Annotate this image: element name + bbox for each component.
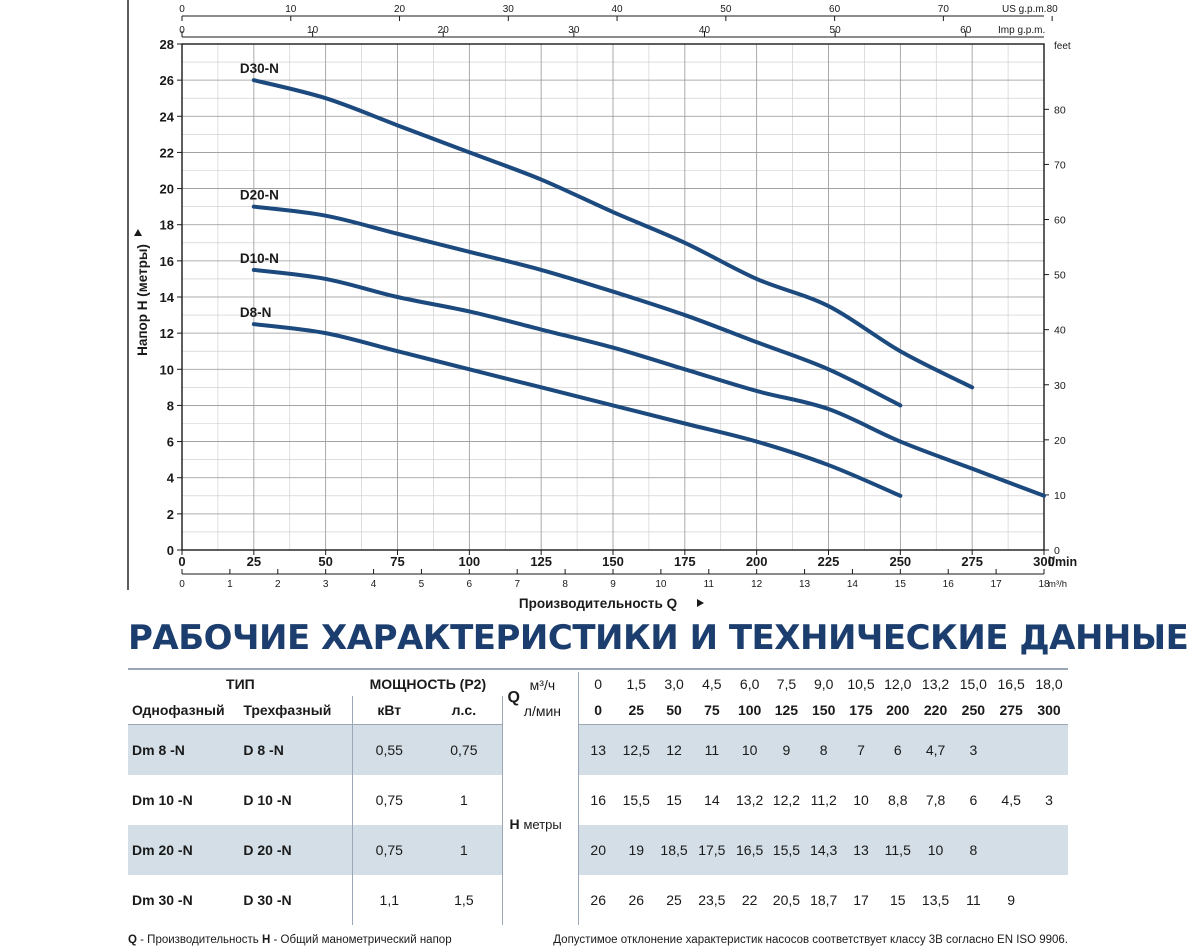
- power-hp: 1,5: [425, 875, 503, 925]
- x-tick-label: 150: [602, 554, 624, 569]
- m3h-tick-label: 16: [942, 579, 954, 590]
- head-value: 10: [853, 791, 869, 808]
- head-value: [992, 825, 1030, 875]
- head-value: [1030, 724, 1068, 775]
- h-symbol: H: [509, 816, 520, 833]
- y-tick-label: 22: [159, 145, 174, 161]
- head-value: 25: [666, 891, 682, 908]
- feet-tick-label: 60: [1054, 214, 1066, 227]
- head-value: 22: [741, 891, 758, 908]
- series-label: D20-N: [239, 187, 279, 203]
- head-value: 18,7: [810, 891, 838, 908]
- head-value: 12,5: [617, 724, 655, 775]
- series-label: D10-N: [239, 250, 279, 266]
- q-m3h-3: 4,5: [702, 675, 722, 692]
- series-label: D30-N: [239, 61, 279, 77]
- head-value: 13: [843, 825, 879, 875]
- head-value: 11,2: [810, 791, 837, 808]
- us-gpm-tick-label: 50: [720, 4, 732, 15]
- table-row: [128, 825, 1068, 875]
- head-value: 20,5: [772, 891, 801, 908]
- head-value: 8: [954, 825, 992, 875]
- head-value: 11: [966, 891, 981, 908]
- m3h-tick-label: 3: [322, 579, 329, 590]
- head-value: 11: [693, 724, 731, 775]
- q-m3h-2: 3,0: [664, 675, 684, 692]
- spec-rows: [128, 724, 1068, 925]
- head-value: 3: [1045, 791, 1053, 808]
- m3h-tick-label: 15: [894, 579, 906, 590]
- us-gpm-unit-label: US g.p.m.: [1002, 4, 1047, 15]
- x-tick-label: 200: [745, 554, 768, 569]
- q-lmin-1: 25: [617, 696, 655, 724]
- table-row: [128, 724, 1068, 775]
- head-value: 18,5: [655, 825, 693, 875]
- x-tick-label: 250: [889, 554, 912, 569]
- head-value: 8,8: [888, 791, 908, 808]
- power-kw: 1,1: [379, 891, 400, 908]
- x-tick-label: 0: [178, 554, 186, 569]
- q-lmin-4: 100: [731, 696, 769, 724]
- q-lmin-7: 175: [843, 696, 879, 724]
- section-divider: [128, 668, 1068, 670]
- q-lmin-2: 50: [655, 696, 693, 724]
- three-phase-model: D 8 -N: [239, 724, 352, 775]
- m3h-tick-label: 11: [703, 579, 714, 590]
- head-value: 3: [954, 724, 992, 775]
- head-value: 9: [1007, 891, 1016, 908]
- power-header: МОЩНОСТЬ (P2): [369, 675, 487, 692]
- q-lmin-12: 300: [1030, 696, 1068, 724]
- chart-curves: [240, 61, 1044, 496]
- x-tick-label: 300: [1033, 554, 1055, 569]
- q-header: [503, 672, 579, 724]
- m3h-tick-label: 9: [610, 579, 616, 590]
- three-phase-header: Трехфазный: [239, 696, 352, 724]
- us-gpm-tick-label: 10: [285, 4, 297, 15]
- q-lmin-0: 0: [579, 696, 618, 724]
- y-tick-label: 2: [166, 506, 174, 522]
- head-value: 17: [853, 891, 869, 908]
- head-value: 14,3: [804, 825, 843, 875]
- single-phase-model: Dm 10 -N: [132, 791, 193, 808]
- table-row: [128, 875, 1068, 925]
- head-value: 15,5: [622, 791, 650, 808]
- x-axis-title: Производительность Q: [518, 596, 678, 611]
- imp-gpm-tick-label: 60: [960, 25, 972, 36]
- three-phase-model: D 20 -N: [239, 825, 352, 875]
- footer-q-abbr: Q: [128, 934, 137, 946]
- m3h-tick-label: 6: [466, 579, 473, 590]
- m3h-tick-label: 1: [227, 579, 233, 590]
- head-value: 12: [655, 724, 693, 775]
- head-value: 6: [969, 791, 978, 808]
- m3h-tick-label: 0: [179, 579, 185, 590]
- x-tick-label: 25: [246, 554, 262, 569]
- imp-gpm-unit-label: Imp g.p.m.: [998, 25, 1046, 36]
- q-m3h-8: 12,0: [884, 675, 912, 692]
- q-m3h-1: 1,5: [626, 675, 646, 692]
- q-m3h-9: 13,2: [921, 675, 950, 692]
- m3h-tick-label: 4: [370, 579, 377, 590]
- hp-header: л.с.: [425, 696, 503, 724]
- m3h-tick-label: 12: [751, 579, 763, 590]
- q-lmin-9: 220: [917, 696, 955, 724]
- head-value: 20: [579, 825, 618, 875]
- y-tick-label: 10: [159, 362, 174, 378]
- us-gpm-tick-label: 40: [611, 4, 623, 15]
- single-phase-model: Dm 20 -N: [128, 825, 239, 875]
- head-value: 14: [704, 791, 720, 808]
- head-value: 26: [590, 891, 606, 908]
- q-m3h-5: 7,5: [776, 675, 797, 692]
- m3h-tick-label: 8: [562, 579, 568, 590]
- footer-h-desc: - Общий манометрический напор: [270, 934, 452, 946]
- feet-tick-label: 40: [1054, 324, 1066, 337]
- imp-gpm-tick-label: 50: [829, 25, 841, 36]
- q-m3h-0: 0: [594, 675, 603, 692]
- h-unit: метры: [523, 817, 562, 833]
- m3h-tick-label: 5: [418, 579, 425, 590]
- x-tick-label: 100: [458, 554, 481, 569]
- power-kw: 0,55: [353, 724, 426, 775]
- y-tick-label: 18: [159, 217, 174, 233]
- us-gpm-tick-label: 60: [829, 4, 841, 15]
- y-tick-label: 20: [159, 181, 174, 197]
- y-tick-label: 26: [159, 73, 174, 89]
- head-value: 23,5: [698, 891, 726, 908]
- head-value: 15: [889, 891, 906, 908]
- head-value: 4,7: [917, 724, 955, 775]
- power-kw: 0,75: [353, 825, 426, 875]
- head-value: 11,5: [879, 825, 917, 875]
- chart-axes: [128, 0, 1052, 590]
- q-m3h-6: 9,0: [813, 675, 834, 692]
- x-tick-label: 275: [961, 554, 984, 569]
- type-header: ТИП: [226, 675, 255, 692]
- y-axis-arrow-icon: [134, 229, 142, 236]
- q-lmin-3: 75: [693, 696, 731, 724]
- head-value: 8: [804, 724, 843, 775]
- feet-tick-label: 0: [1054, 545, 1060, 557]
- m3h-tick-label: 7: [514, 579, 521, 590]
- power-hp: 1: [425, 775, 503, 825]
- head-value: [1030, 875, 1068, 925]
- head-value: 15: [666, 791, 682, 808]
- y-tick-label: 14: [159, 290, 174, 305]
- y-tick-label: 0: [166, 543, 174, 558]
- kw-header: кВт: [353, 696, 426, 724]
- single-phase-header: Однофазный: [128, 696, 239, 724]
- feet-tick-label: 80: [1054, 104, 1066, 117]
- y-axis-title: Напор H (метры): [135, 244, 150, 356]
- head-value: 16: [590, 791, 606, 808]
- x-tick-label: 75: [390, 554, 405, 569]
- us-gpm-tick-label: 80: [1046, 4, 1058, 15]
- head-value: 4,5: [1001, 791, 1021, 808]
- feet-tick-label: 30: [1054, 379, 1066, 392]
- m3h-unit-label: m³/h: [1048, 579, 1067, 590]
- head-value: 16,5: [731, 825, 769, 875]
- head-value: 10: [731, 724, 769, 775]
- x-axis-arrow-icon: [697, 599, 704, 607]
- q-unit-m3h: м³/ч: [529, 677, 556, 693]
- us-gpm-tick-label: 0: [179, 4, 185, 15]
- head-value: 13,2: [736, 791, 764, 808]
- us-gpm-tick-label: 70: [937, 4, 949, 15]
- head-value: 6: [879, 724, 917, 775]
- q-m3h-4: 6,0: [739, 675, 760, 692]
- x-tick-label: 50: [318, 554, 333, 569]
- imp-gpm-tick-label: 40: [698, 25, 711, 36]
- head-value: 12,2: [772, 791, 801, 808]
- y-tick-label: 8: [166, 398, 174, 414]
- x-tick-label: 125: [530, 554, 553, 569]
- m3h-tick-label: 17: [990, 579, 1002, 590]
- footer-q-desc: - Производительность: [136, 934, 262, 946]
- feet-unit-label: feet: [1054, 41, 1071, 52]
- chart-grid-major: [182, 44, 1044, 550]
- single-phase-model: Dm 30 -N: [132, 891, 193, 908]
- us-gpm-tick-label: 20: [393, 4, 406, 15]
- y-tick-label: 12: [159, 326, 174, 342]
- head-value: 10: [917, 825, 955, 875]
- head-value: 13,5: [921, 891, 950, 908]
- table-row: [128, 775, 1068, 825]
- head-value: 7,8: [925, 791, 946, 808]
- series-label: D8-N: [239, 305, 272, 321]
- imp-gpm-tick-label: 30: [568, 25, 580, 36]
- y-tick-label: 16: [159, 253, 174, 269]
- y-tick-label: 6: [166, 434, 174, 450]
- section-title: РАБОЧИЕ ХАРАКТЕРИСТИКИ И ТЕХНИЧЕСКИЕ ДАННЫЕ: [128, 618, 1189, 658]
- q-unit-lmin: л/мин: [523, 703, 562, 719]
- footer-legend: [128, 934, 452, 946]
- q-lmin-10: 250: [954, 696, 992, 724]
- feet-tick-label: 70: [1054, 159, 1066, 172]
- feet-tick-label: 10: [1054, 489, 1066, 502]
- h-label-cell: [503, 724, 579, 925]
- footer-h-abbr: H: [262, 934, 271, 946]
- y-tick-label: 4: [166, 470, 174, 486]
- q-m3h-12: 18,0: [1035, 675, 1063, 692]
- footer-tolerance: Допустимое отклонение характеристик насосов соответствует классу 3B согласно EN ISO 9906.: [553, 934, 1068, 946]
- x-unit-label: l/min: [1048, 555, 1078, 569]
- q-m3h-7: 10,5: [847, 675, 875, 692]
- head-value: [992, 724, 1030, 775]
- single-phase-model: Dm 8 -N: [128, 724, 239, 775]
- power-kw: 0,75: [375, 791, 403, 808]
- imp-gpm-tick-label: 10: [307, 25, 319, 36]
- imp-gpm-tick-label: 20: [437, 25, 449, 36]
- x-tick-label: 225: [817, 554, 840, 569]
- head-value: 7: [843, 724, 879, 775]
- spec-table: [128, 672, 1068, 925]
- x-tick-label: 175: [673, 554, 696, 569]
- head-value: [1030, 825, 1068, 875]
- three-phase-model: D 30 -N: [239, 875, 352, 925]
- q-m3h-10: 15,0: [959, 675, 987, 692]
- us-gpm-tick-label: 30: [502, 4, 514, 15]
- feet-tick-label: 50: [1054, 269, 1066, 282]
- y-tick-label: 28: [159, 37, 174, 52]
- q-symbol: Q: [507, 688, 520, 706]
- m3h-tick-label: 13: [798, 579, 811, 590]
- feet-tick-label: 20: [1054, 434, 1066, 447]
- m3h-tick-label: 14: [846, 579, 859, 590]
- y-tick-label: 24: [159, 109, 174, 125]
- m3h-tick-label: 2: [274, 579, 281, 590]
- head-value: 17,5: [693, 825, 731, 875]
- head-value: 19: [617, 825, 655, 875]
- q-lmin-6: 150: [804, 696, 843, 724]
- head-value: 26: [628, 891, 645, 908]
- three-phase-model: D 10 -N: [239, 775, 352, 825]
- power-hp: 0,75: [425, 724, 503, 775]
- m3h-tick-label: 18: [1038, 579, 1050, 590]
- head-value: 9: [769, 724, 805, 775]
- q-lmin-11: 275: [992, 696, 1030, 724]
- m3h-tick-label: 10: [655, 579, 667, 590]
- q-lmin-5: 125: [769, 696, 805, 724]
- imp-gpm-tick-label: 0: [179, 25, 185, 36]
- head-value: 15,5: [769, 825, 805, 875]
- head-value: 13: [579, 724, 618, 775]
- q-m3h-11: 16,5: [997, 675, 1025, 692]
- power-hp: 1: [425, 825, 503, 875]
- q-lmin-8: 200: [879, 696, 917, 724]
